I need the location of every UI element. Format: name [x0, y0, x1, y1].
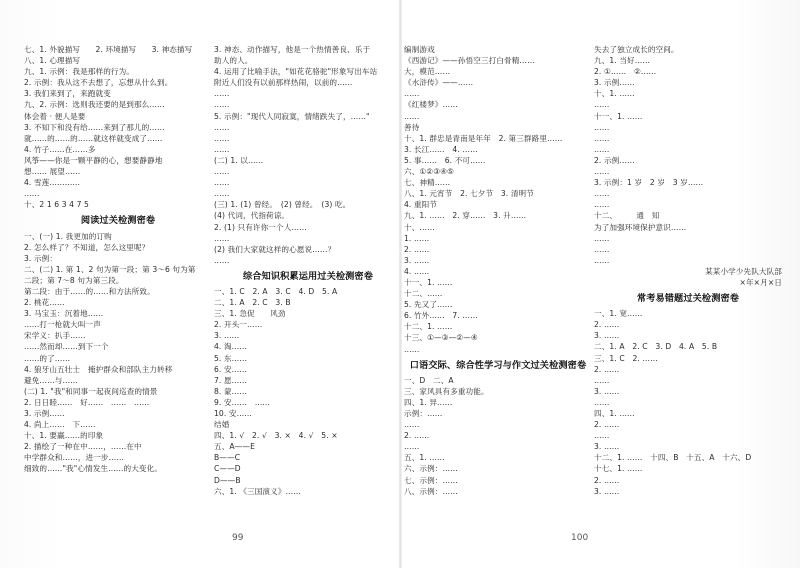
answer-line: 4. ……	[404, 266, 430, 276]
answer-line: 1. ……	[404, 233, 430, 243]
answer-line: 示例：……	[404, 409, 443, 418]
answer-line: 体会着 · 便人是要	[24, 111, 86, 121]
column-3	[404, 44, 592, 544]
col4-lines	[594, 44, 782, 266]
answer-line: (三) 1. (1) 曾经。 (2) 曾经。 (3) 吃。	[214, 200, 351, 210]
answer-line: 三、1. 急促 风劲	[214, 309, 286, 319]
answer-line: 十、2 1 6 3 4 7 5	[24, 200, 89, 210]
answer-line: 三、家风具有多重功能。	[404, 386, 489, 396]
answer-line: 九、1. …… 2. 穿…… 3. 升……	[404, 211, 527, 221]
answer-line: 2. ……	[594, 475, 620, 485]
answer-line: 3. 示例……	[594, 78, 635, 88]
answer-line: 附近人们没有以前那样热闹，以前的……	[214, 78, 353, 88]
answer-line: ……	[404, 442, 420, 452]
column-4	[594, 44, 782, 544]
answer-line: ……	[594, 375, 610, 385]
answer-line: ……	[214, 122, 230, 132]
col1-lines	[24, 44, 212, 210]
answer-line: ……	[404, 89, 420, 99]
answer-line: 一、1. 宽……	[594, 309, 643, 319]
answer-line: 2. ……	[404, 244, 430, 254]
answer-line: 4. 运用了比喻手法，"如花花骆驼"形象写出车站	[214, 67, 378, 77]
answer-line: 十二、1. ……	[404, 322, 453, 332]
column-1	[24, 44, 212, 544]
answer-line: ……	[404, 420, 420, 430]
answer-line: 就……的……的……就这样就变成了……	[24, 133, 163, 143]
answer-line: ……	[214, 100, 230, 110]
answer-line: 一、(一) 1. 我更加的订购	[24, 231, 112, 241]
answer-line: 十二、……	[404, 289, 443, 299]
answer-line: 2. 怎么样了？不知道，怎么这里呢？	[24, 242, 150, 252]
answer-line: (二) 1. 以……	[214, 155, 264, 165]
answer-line: 九、2. 示例：选则我还要的是到那么……	[24, 100, 165, 110]
notice-date: ×年×月×日	[739, 277, 782, 287]
answer-line: 3. 我们来到了，来跑就变	[24, 89, 111, 99]
col2-lines-after	[214, 286, 402, 497]
answer-line: 细致的……"我"心情发生……的大变化。	[24, 464, 162, 474]
page-number-right: 100	[571, 533, 589, 543]
answer-line: 失去了独立成长的空间。	[594, 45, 679, 54]
col2-heading: 综合知识积累运用过关检测密卷	[242, 270, 374, 282]
answer-line: C——D	[214, 464, 241, 474]
answer-line: 3. ……	[594, 486, 620, 496]
answer-line: 十、……	[404, 222, 435, 232]
answer-line: ……	[214, 255, 230, 265]
answer-line: 八、示例：……	[404, 486, 458, 496]
answer-line: 《西游记》——孙悟空三打白骨精……	[404, 56, 535, 66]
answer-line: 3. 不知下和没有给……来到了那儿的……	[24, 122, 165, 132]
answer-line: 8. 蒙……	[214, 386, 248, 396]
answer-line: 2. (1) 只有许你一个人……	[214, 222, 307, 232]
answer-line: 4. 雪莲…………	[24, 178, 81, 188]
answer-line: 六、示例：……	[404, 464, 458, 474]
answer-line: 宋学义：扒手……	[24, 331, 86, 341]
answer-line: 3. 长江…… 4. ……	[404, 144, 478, 154]
answer-line: 2. 示例……	[594, 155, 635, 165]
col3-lines-after	[404, 375, 592, 497]
col3-lines	[404, 44, 592, 355]
answer-line: 七、1. 外貌描写 2. 环境描写 3. 神态描写	[24, 45, 193, 54]
answer-line: 4. 狼牙山五壮士 掩护群众和部队主力转移	[24, 364, 173, 374]
answer-line: 结婚	[214, 420, 230, 430]
answer-line: 十、1. 要赢……的印象	[24, 431, 104, 441]
answer-line: ……	[594, 144, 610, 154]
answer-line: ……	[214, 189, 230, 199]
answer-line: 八、1. 心理描写	[24, 56, 81, 66]
answer-line: 2. 描绘了一种在中……，……在中	[24, 442, 142, 452]
answer-line: 10. 安……	[214, 409, 252, 418]
answer-line: 3. 神态、动作描写，他是一个热情善良、乐于	[214, 45, 371, 54]
answer-line: 6. 竹外…… 7. ……	[404, 311, 478, 321]
answer-line: 4. 竹子……在……多	[24, 144, 96, 154]
answer-line: (2) 我们大家就这样的心愿说……？	[214, 244, 336, 254]
answer-line: 5. 事…… 6. 不可……	[404, 155, 486, 165]
answer-line: 3. ……	[214, 331, 240, 341]
answer-line: 一、1. C 2. A 3. C 4. D 5. A	[214, 286, 338, 296]
answer-line: ……	[594, 200, 610, 210]
answer-line: 5. 先又了……	[404, 300, 453, 310]
answer-line: 风筝——你是一颗平静的心，想要静静地	[24, 155, 163, 165]
answer-line: 六、①②③④⑤	[404, 167, 454, 177]
answer-line: 2. ……	[594, 420, 620, 430]
answer-line: 3. ……	[594, 386, 620, 396]
answer-line: 二段；第 7～8 句为第三段。	[24, 275, 124, 285]
col4-lines-after	[594, 308, 782, 497]
answer-line: 5. 东……	[214, 353, 248, 363]
answer-line: 3. ……	[594, 442, 620, 452]
answer-line: ……	[594, 397, 610, 407]
answer-line: 二、1. A 2. C 3. B	[214, 298, 291, 308]
answer-line: ……	[594, 431, 610, 441]
answer-line: 十一、1. ……	[404, 277, 453, 287]
answer-line: 四、1. ……	[594, 409, 635, 418]
answer-line: ……	[404, 344, 420, 354]
answer-line: 编制游戏	[404, 45, 435, 54]
answer-line: 4. 尚上…… 下……	[24, 420, 96, 430]
answer-line: 2. ……	[404, 431, 430, 441]
answer-line: 二、(二) 1. 第 1、2 句为第一段；第 3～6 句为第	[24, 264, 196, 274]
answer-line: ……	[214, 167, 230, 177]
answer-line: 3. 示例……	[24, 409, 65, 418]
answer-line: 2. 开头一……	[214, 320, 263, 330]
answer-line: B——C	[214, 453, 241, 463]
answer-line: 五、A——E	[214, 442, 255, 452]
page-number-left: 99	[232, 533, 244, 543]
answer-line: 7. 愿……	[214, 375, 248, 385]
answer-line: 五、1. ……	[404, 453, 445, 463]
answer-line: 七、神精……	[404, 178, 451, 188]
answer-line: 九、1. 当好……	[594, 56, 651, 66]
answer-line: 一、D 二、A	[404, 375, 454, 385]
answer-line: 2. 桃花……	[24, 298, 65, 308]
answer-line: 2. 示例：我从这不去想了，忘想从什么到。	[24, 78, 173, 88]
answer-line: ……	[594, 133, 610, 143]
answer-line: 9. 安…… ……	[214, 397, 271, 407]
column-2	[214, 44, 402, 544]
answer-line: 为了加强环境保护意识……	[594, 222, 687, 232]
answer-line: 4. 重阳节	[404, 200, 438, 210]
answer-line: 2. ……	[594, 364, 620, 374]
answer-line: 八、1. 元宵节 2. 七夕节 3. 清明节	[404, 189, 534, 199]
answer-line: 2. ……	[594, 320, 620, 330]
answer-line: (4) 代词，代指荷谅。	[214, 211, 290, 221]
answer-line: 十、1. 群忠是青南是年年 2. 第三群路里……	[404, 133, 563, 143]
answer-line: ……	[24, 189, 40, 199]
answer-line: 十七、1. ……	[594, 464, 643, 474]
answer-line: 三、1. C 2. ……	[594, 353, 658, 363]
notice-signature: 某某小学少先队大队部	[705, 266, 782, 276]
answer-line: 3. 示例：1 岁 2 岁 3 岁……	[594, 178, 704, 188]
answer-line: ……	[214, 233, 230, 243]
answer-line: ……打一枪就大叫一声	[24, 320, 101, 330]
answer-line: 助人的人。	[214, 56, 253, 66]
col4-heading: 常考易错题过关检测密卷	[636, 293, 740, 305]
answer-line: 4. 淘……	[214, 342, 248, 352]
answer-line: ……	[594, 122, 610, 132]
answer-line: (二) 1. "我"和同事一起夜间巡查的情景	[24, 386, 158, 396]
answer-line: 十二、 通 知	[594, 211, 660, 221]
answer-line: 中学群众和……，进一步……	[24, 453, 125, 463]
answer-line: 避免……与……	[24, 375, 78, 385]
answer-line: 3. 示例：	[24, 253, 58, 263]
answer-line: 十、1. ……	[594, 89, 635, 99]
answer-line: 大，模范……	[404, 67, 451, 77]
answer-line: 十一、1. ……	[594, 111, 643, 121]
answer-line: 第二段：由于……的……和方法所致。	[24, 286, 155, 296]
answer-line: ……	[594, 244, 610, 254]
answer-line: 七、示例：……	[404, 475, 458, 485]
answer-line: ……	[594, 233, 610, 243]
answer-line: ……的了……	[24, 353, 71, 363]
answer-line: ……	[594, 189, 610, 199]
answer-line: 2. ①…… ②……	[594, 67, 657, 77]
answer-line: ……然而却……到下一个	[24, 342, 109, 352]
answer-line: ……	[404, 111, 420, 121]
answer-line: 四、1. 异……	[404, 397, 453, 407]
answer-line: ……	[214, 89, 230, 99]
answer-line: 6. 安……	[214, 364, 248, 374]
answer-line: 2. 日日睦…… 好…… …… ……	[24, 397, 150, 407]
answer-line: 十二、1. …… 十四、B 十五、A 十六、D	[594, 453, 752, 463]
answer-line: ……	[594, 100, 610, 110]
col2-lines	[214, 44, 402, 266]
answer-line: D——B	[214, 475, 241, 485]
answer-line: 二、1. A 2. C 3. D 4. A 5. B	[594, 342, 718, 352]
answer-line: 3. 马宝玉：沉着地……	[24, 309, 104, 319]
answer-line: 5. 示例："现代人同寂寞，情绪跌失了，……"	[214, 111, 370, 121]
answer-line: ……	[214, 178, 230, 188]
col1-heading: 阅读过关检测密卷	[80, 215, 156, 227]
col3-heading: 口语交际、综合性学习与作文过关检测密卷	[409, 359, 587, 371]
answer-line: 3. ……	[594, 331, 620, 341]
answer-line: 想…… 展望……	[24, 167, 81, 177]
answer-line: 《红楼梦》……	[404, 100, 458, 110]
answer-line: 3. ……	[404, 255, 430, 265]
answer-line: 《水浒传》——……	[404, 78, 474, 88]
answer-line: 善待	[404, 122, 420, 132]
answer-line: ……	[214, 144, 230, 154]
answer-line: 六、1. 《三国演义》……	[214, 486, 301, 496]
answer-line: ……	[594, 255, 610, 265]
col1-lines-after	[24, 231, 212, 475]
answer-line: ……	[594, 167, 610, 177]
answer-line: ……	[214, 133, 230, 143]
answer-line: 四、1. √ 2. √ 3. × 4. √ 5. ×	[214, 431, 338, 441]
answer-line: 十三、①—③—②—④	[404, 333, 478, 343]
answer-line: 九、1. 示例：我是那样的行为。	[24, 67, 134, 77]
